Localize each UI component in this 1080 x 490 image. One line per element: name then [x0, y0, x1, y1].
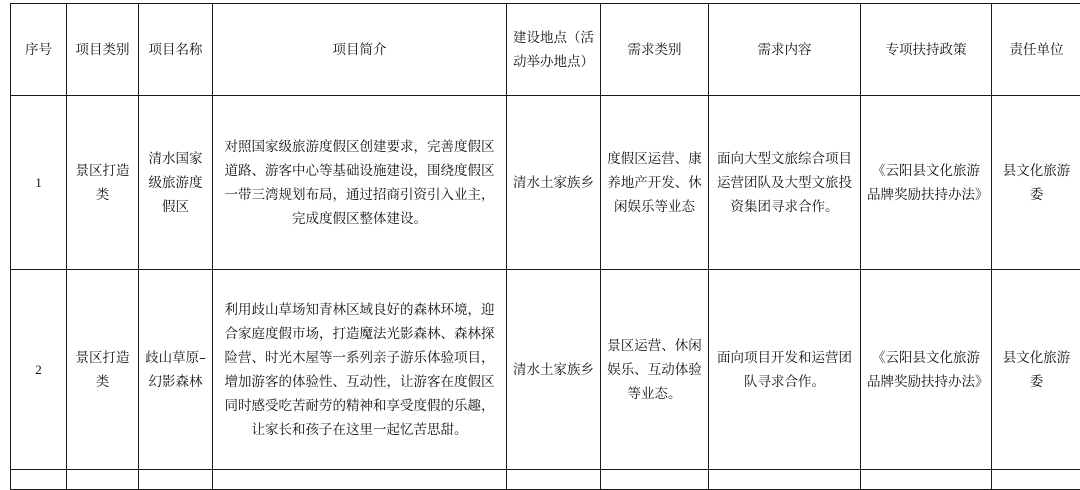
table-row — [11, 270, 1080, 470]
header-category: 项目类别 — [67, 4, 139, 96]
cell-demand-content: 面向项目开发和运营团队寻求合作。 — [709, 270, 861, 470]
cell-empty — [507, 470, 601, 490]
cell-empty — [213, 470, 507, 490]
header-intro: 项目简介 — [213, 4, 507, 96]
cell-empty — [861, 470, 992, 490]
cell-category: 景区打造类 — [67, 270, 139, 470]
header-policy: 专项扶持政策 — [861, 4, 992, 96]
cell-location: 清水土家族乡 — [507, 96, 601, 270]
cell-name: 歧山草原–幻影森林 — [139, 270, 213, 470]
cell-demand-content: 面向大型文旅综合项目运营团队及大型文旅投资集团寻求合作。 — [709, 96, 861, 270]
cell-seq: 1 — [11, 96, 67, 270]
cell-category: 景区打造类 — [67, 96, 139, 270]
cell-policy: 《云阳县文化旅游品牌奖励扶持办法》 — [861, 270, 992, 470]
cell-demand-type: 度假区运营、康养地产开发、休闲娱乐等业态 — [601, 96, 709, 270]
cell-seq: 2 — [11, 270, 67, 470]
cell-name: 清水国家级旅游度假区 — [139, 96, 213, 270]
header-demand-type: 需求类别 — [601, 4, 709, 96]
cell-location: 清水土家族乡 — [507, 270, 601, 470]
cell-empty — [67, 470, 139, 490]
cell-intro: 利用歧山草场知青林区域良好的森林环境，迎合家庭度假市场，打造魔法光影森林、森林探险营、时光木屋等一系列亲子游乐体验项目，增加游客的体验性、互动性，让游客在度假区同时感受吃苦耐劳的精神和享受度假的乐趣，让家长和孩子在这里一起忆苦思甜。 — [213, 270, 507, 470]
header-seq: 序号 — [11, 4, 67, 96]
header-location: 建设地点（活动举办地点） — [507, 4, 601, 96]
cell-empty — [709, 470, 861, 490]
cell-empty — [11, 470, 67, 490]
header-demand-content: 需求内容 — [709, 4, 861, 96]
header-name: 项目名称 — [139, 4, 213, 96]
project-table — [10, 3, 1080, 490]
cell-demand-type: 景区运营、休闲娱乐、互动体验等业态。 — [601, 270, 709, 470]
table-header-row — [11, 4, 1080, 96]
cell-empty — [601, 470, 709, 490]
cell-intro: 对照国家级旅游度假区创建要求，完善度假区道路、游客中心等基础设施建设，围绕度假区一带三湾规划布局，通过招商引资引入业主，完成度假区整体建设。 — [213, 96, 507, 270]
cell-empty — [139, 470, 213, 490]
table-row — [11, 96, 1080, 270]
cell-unit: 县文化旅游委 — [992, 96, 1080, 270]
table-row-partial — [11, 470, 1080, 490]
header-unit: 责任单位 — [992, 4, 1080, 96]
cell-policy: 《云阳县文化旅游品牌奖励扶持办法》 — [861, 96, 992, 270]
cell-unit: 县文化旅游委 — [992, 270, 1080, 470]
cell-empty — [992, 470, 1080, 490]
